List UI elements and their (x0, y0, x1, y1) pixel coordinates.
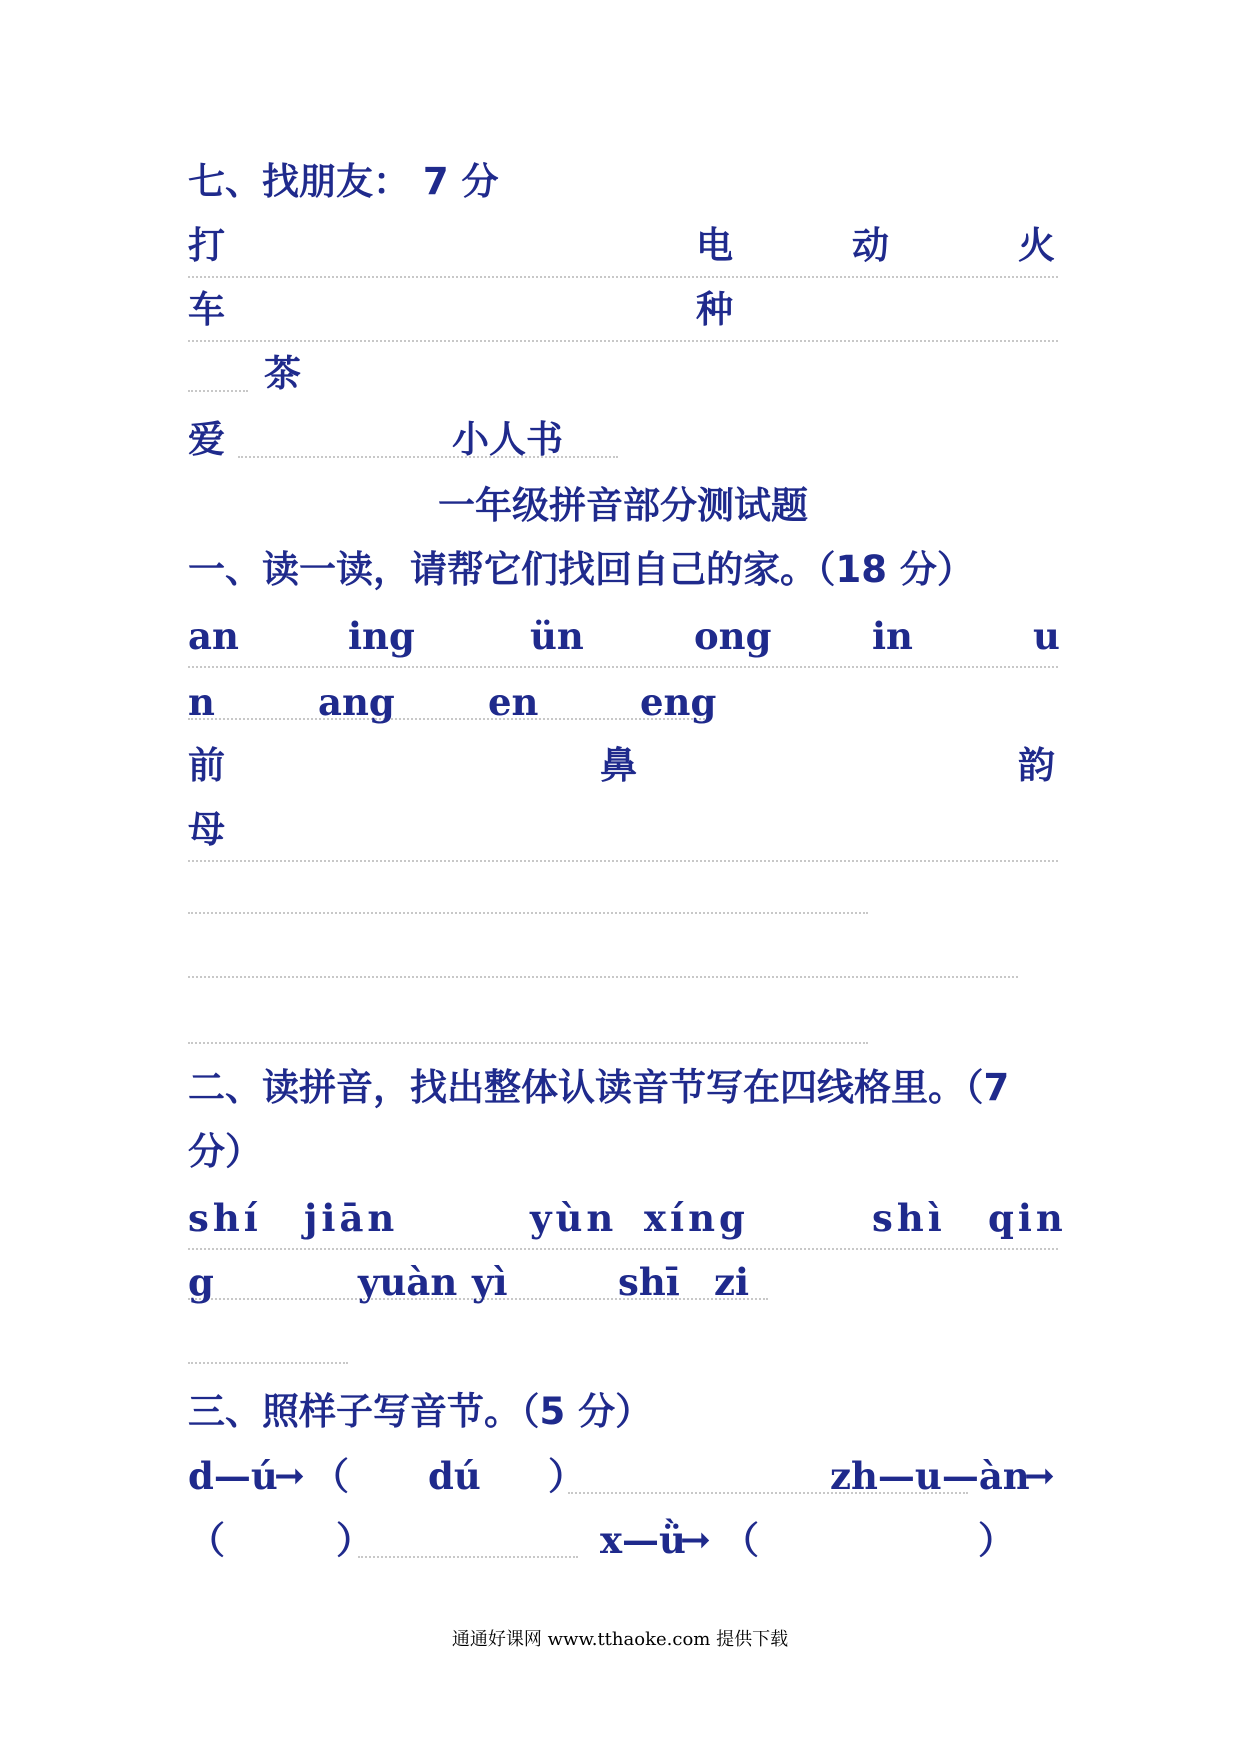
dotted-fill (188, 718, 708, 720)
section3-title-line (188, 1382, 1058, 1442)
dotted-fill (188, 976, 1018, 978)
arrow-icon: ➞ (274, 1454, 306, 1497)
blank-answer-line-1 (188, 866, 1058, 926)
section7-row4 (188, 410, 1058, 470)
pinyin-un: ün (530, 614, 584, 658)
word-zhong: 种 (696, 288, 733, 331)
section7-row2 (188, 280, 1058, 342)
section2-title: 二、读拼音，找出整体认读音节写在四线格里。（7 (188, 1066, 1010, 1109)
section7-title-line (188, 152, 1058, 212)
footer-text: 通通好课网 www.tthaoke.com 提供下载 (451, 1629, 789, 1650)
paren-open: （ (312, 1454, 349, 1498)
pinyin-qin: qin (988, 1196, 1067, 1240)
section7-row1 (188, 216, 1058, 278)
pinyin-en: en (488, 680, 539, 724)
word-che: 车 (188, 288, 225, 331)
dotted-fill (188, 1362, 348, 1364)
answer-blank-close-2: ） (978, 1518, 1015, 1562)
pinyin-ong: ong (694, 614, 772, 658)
example-d-u: d—ú (188, 1454, 278, 1498)
dotted-fill (188, 390, 248, 392)
word-da: 打 (188, 224, 225, 267)
pinyin-shi4: shì (872, 1196, 946, 1240)
word-dong: 动 (852, 224, 889, 267)
footer (0, 1625, 1240, 1651)
section2-title-line2 (188, 1122, 1058, 1182)
pinyin-zi: zi (714, 1260, 750, 1304)
section1-title-line (188, 540, 1058, 600)
pinyin-shi1: shī (618, 1260, 680, 1304)
section1-label-last-row (188, 800, 1058, 862)
pinyin-shi: shí (188, 1196, 262, 1240)
label-bi: 鼻 (600, 744, 637, 787)
word-cha: 茶 (264, 352, 301, 395)
pinyin-n: n (188, 680, 215, 724)
word-huo: 火 (1018, 224, 1055, 267)
pinyin-ing: ing (348, 614, 415, 658)
exam-title-line (188, 476, 1058, 536)
pinyin-yuan: yuàn (358, 1260, 458, 1304)
label-qian: 前 (188, 744, 225, 787)
section1-row1 (188, 606, 1058, 668)
section1-row2 (188, 672, 1058, 732)
section2-row1 (188, 1188, 1067, 1250)
section2-title-line1 (188, 1058, 1058, 1118)
answer-blank-close: ） (336, 1518, 373, 1562)
dotted-fill (358, 1556, 578, 1558)
label-mu: 母 (188, 808, 225, 851)
arrow-icon: ➞ (680, 1518, 712, 1561)
section1-labels-row (188, 736, 1058, 796)
blank-answer-line-4 (188, 1316, 1058, 1376)
answer-blank-open: （ (188, 1518, 225, 1562)
section2-title-cont: 分） (188, 1130, 262, 1173)
word-xiaorenshu: 小人书 (452, 418, 563, 461)
section7-row3 (188, 344, 1058, 404)
section7-title: 七、找朋友： 7 分 (188, 160, 499, 203)
pinyin-yun: yùn (530, 1196, 618, 1240)
section3-row1 (188, 1446, 1058, 1506)
pinyin-g: g (188, 1260, 214, 1304)
exam-title: 一年级拼音部分测试题 (438, 484, 808, 527)
blank-answer-line-2 (188, 930, 1058, 990)
pinyin-ang: ang (318, 680, 395, 724)
answer-blank-open-2: （ (722, 1518, 759, 1562)
pinyin-eng: eng (640, 680, 717, 724)
example-zh-u-an: zh—u—àn (830, 1454, 1030, 1498)
pinyin-yi: yì (472, 1260, 508, 1304)
blank-answer-line-3 (188, 996, 1058, 1056)
label-yun: 韵 (1018, 744, 1055, 787)
section3-title: 三、照样子写音节。（5 分） (188, 1390, 653, 1433)
dotted-fill (188, 1042, 868, 1044)
arrow-icon: ➞ (1024, 1454, 1056, 1497)
word-dian: 电 (696, 224, 733, 267)
paren-close: ） (548, 1454, 585, 1498)
example-x-u: x—ǜ (600, 1518, 686, 1562)
pinyin-jian: jiān (304, 1196, 399, 1240)
example-answer-du: dú (428, 1454, 481, 1498)
pinyin-xing: xíng (644, 1196, 749, 1240)
pinyin-u: u (1033, 614, 1060, 658)
pinyin-an: an (188, 614, 239, 658)
pinyin-in: in (872, 614, 913, 658)
section2-row2 (188, 1252, 1058, 1312)
word-ai: 爱 (188, 418, 225, 461)
dotted-fill (188, 912, 868, 914)
section1-title: 一、读一读，请帮它们找回自己的家。（18 分） (188, 548, 974, 591)
section3-row2 (188, 1510, 1058, 1570)
